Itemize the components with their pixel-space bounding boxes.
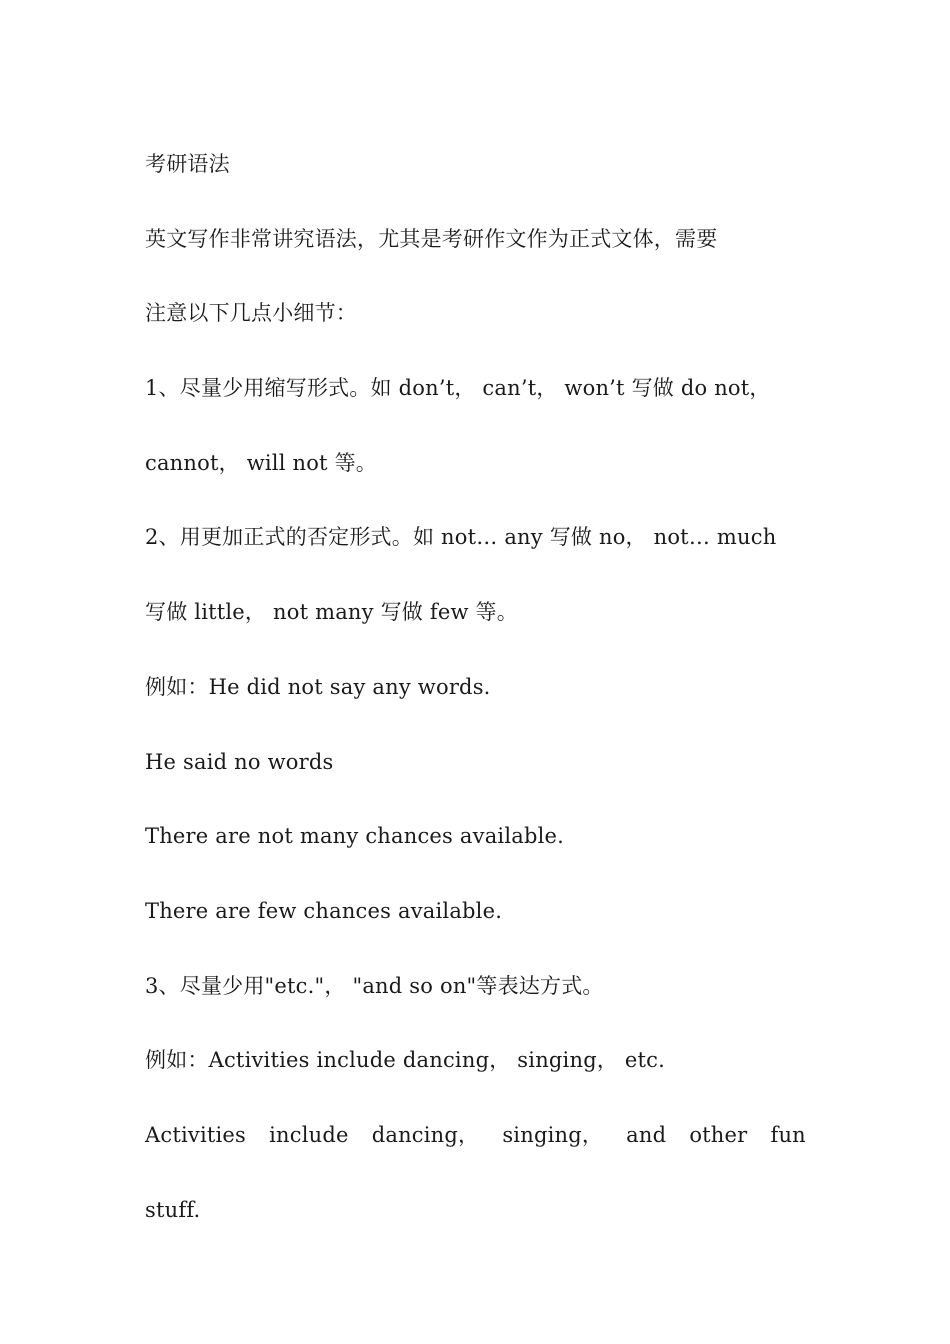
word: and [626,1122,667,1147]
word: other [689,1122,748,1147]
example-3-rewrite-line-2: stuff. [145,1197,201,1222]
word: dancing， [371,1122,480,1147]
intro-line-1: 英文写作非常讲究语法，尤其是考研作文作为正式文体，需要 [145,226,718,251]
word: singing， [502,1122,604,1147]
intro-line-2: 注意以下几点小细节： [145,301,357,326]
example-3: 例如：Activities include dancing， singing， etc. [145,1048,666,1073]
example-2-rewrite: There are few chances available. [145,898,503,923]
word: include [269,1122,349,1147]
point-1-line-2: cannot， will not 等。 [145,450,377,475]
document-body [145,127,806,1247]
word: fun [770,1122,806,1147]
point-3: 3、尽量少用"etc."， "and so on"等表达方式。 [145,973,604,998]
point-2-line-2: 写做 little， not many 写做 few 等。 [145,600,518,625]
example-2: There are not many chances available. [145,824,565,849]
document-title: 考研语法 [145,152,230,176]
point-2-line-1: 2、用更加正式的否定形式。如 not… any 写做 no， not… much [145,525,777,550]
point-1-line-1: 1、尽量少用缩写形式。如 don’t， can’t， won’t 写做 do not， [145,376,771,401]
example-1: 例如：He did not say any words. [145,674,491,699]
example-3-rewrite-line-1 [145,1098,806,1173]
example-1-rewrite: He said no words [145,749,334,774]
word: Activities [145,1122,247,1147]
